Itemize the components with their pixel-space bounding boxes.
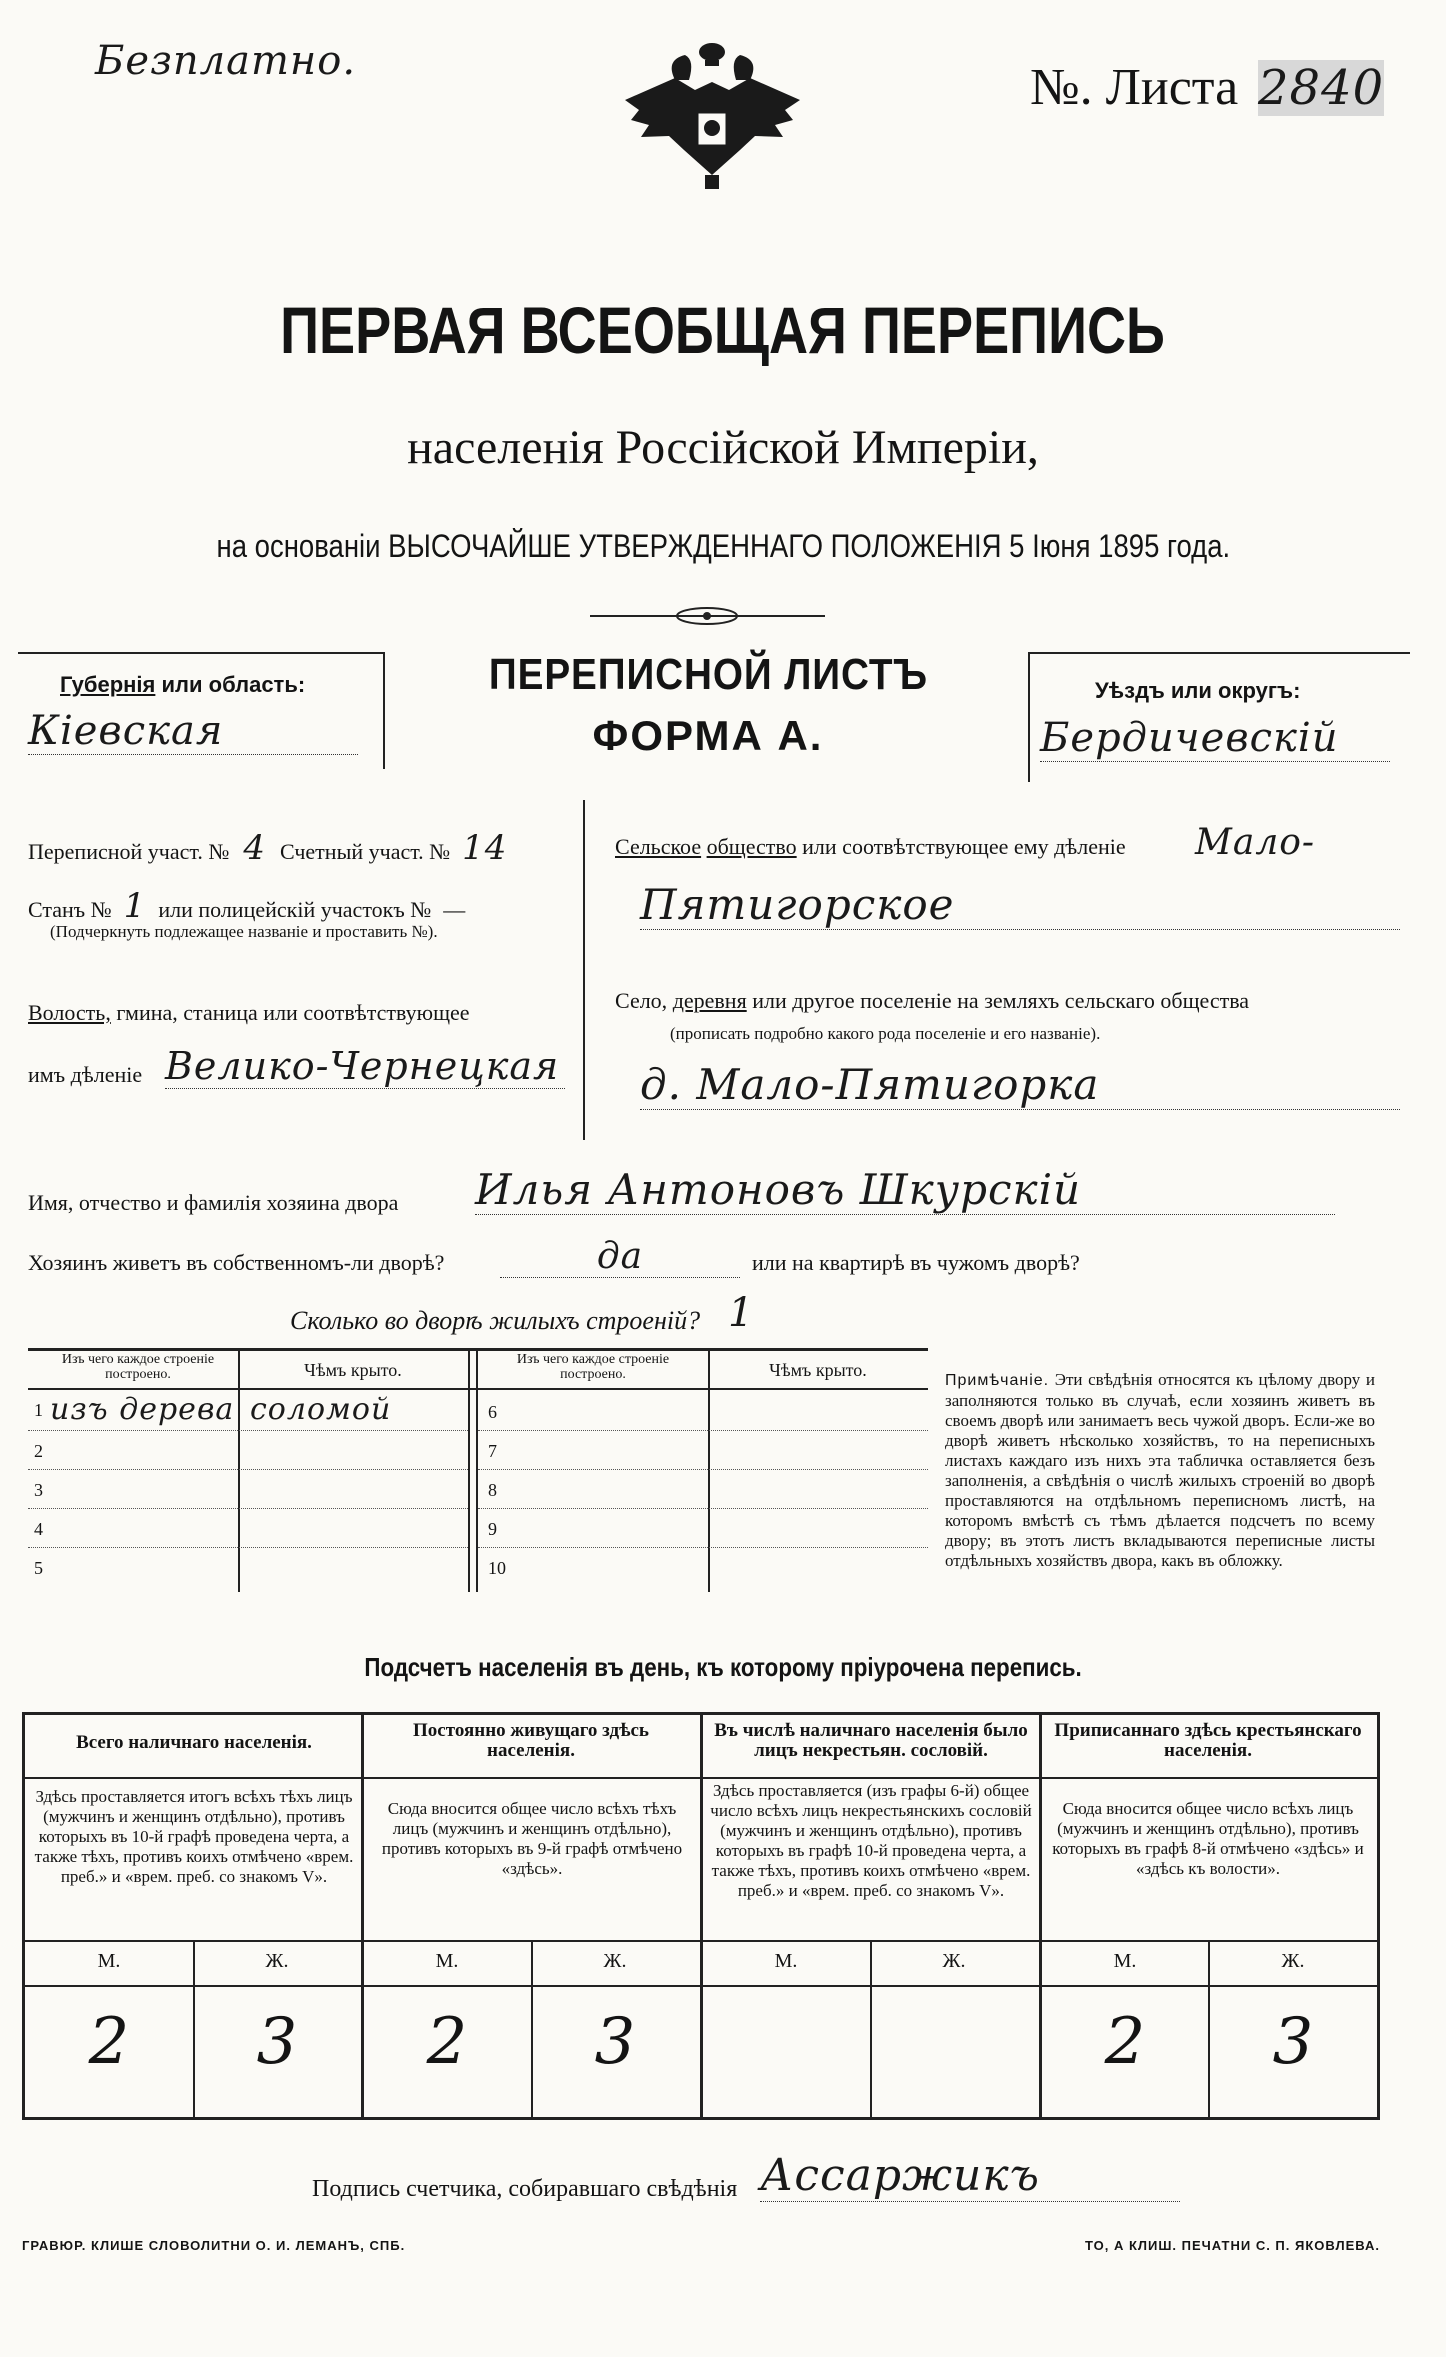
buildings-value: 1	[728, 1290, 755, 1336]
district-value: Бердичевскій	[1040, 715, 1390, 762]
pop-col1-male-label: М.	[97, 1950, 121, 1972]
sheet-number-label: №. Листа	[1030, 59, 1239, 116]
population-table	[22, 1712, 1380, 2120]
census-basis: на основаніи ВЫСОЧАЙШЕ УТВЕРЖДЕННАГО ПОЛОЖЕНІЯ 5 Іюня 1895 года.	[216, 528, 1230, 564]
census-district-row: Переписной участ. № 4 Счетный участ. № 14	[28, 828, 508, 868]
form-type: ФОРМА А.	[592, 712, 824, 759]
village-label: Село, деревня или другое поселеніе на земляхъ сельскаго общества	[615, 988, 1250, 1013]
pop-col4-male-value: 2	[1104, 2005, 1146, 2079]
pop-col1-female-label: Ж.	[265, 1950, 289, 1972]
note-block: Примѣчаніе. Эти свѣдѣнія относятся къ цѣлому двору и заполняются только въ случаѣ, если хозяинъ живетъ въ своемъ дворѣ или занимаетъ весь чужой дворъ. Если-же во дворѣ живетъ нѣсколько хозяйствъ, то на переписныхъ листахъ каждаго изъ нихъ эта табличка оставляется безъ заполненія, а свѣдѣнія о числѣ жилыхъ строеній во дворѣ проставляются на отдѣльномъ переписномъ листѣ, на которомъ вмѣстѣ съ тѣмъ дѣлается подсчетъ по всему двору; въ этотъ листъ вкладываются переписные листы отдѣльныхъ хозяйствъ двора, какъ въ обложку.	[945, 1370, 1375, 1570]
village-value: д. Мало-Пятигорка	[640, 1060, 1400, 1110]
signature-label: Подпись счетчика, собиравшаго свѣдѣнія	[312, 2176, 738, 2202]
pop-col4-female-label: Ж.	[1281, 1950, 1305, 1972]
pop-col2-header: Постоянно живущаго здѣсь населенія.	[413, 1720, 649, 1761]
society-value-1: Мало-	[1195, 822, 1316, 863]
underline-note: (Подчеркнуть подлежащее названіе и проставить №).	[50, 922, 438, 941]
pop-col4-header: Приписаннаго здѣсь крестьянскаго населенія.	[1054, 1720, 1362, 1761]
census-title: ПЕРВАЯ ВСЕОБЩАЯ ПЕРЕПИСЬ	[280, 293, 1166, 367]
col-roof-right: Чѣмъ крыто.	[769, 1360, 867, 1380]
col-material-left: Изъ чего каждое строеніе построено.	[61, 1352, 215, 1382]
pop-col1-header: Всего наличнаго населенія.	[76, 1732, 312, 1753]
pop-col2-desc: Сюда вносится общее число всѣхъ тѣхъ лицъ (мужчинъ и женщинъ отдѣльно), противъ которыхъ въ 9-й графѣ отмѣчено «здѣсь».	[381, 1799, 683, 1878]
volost-label: Волость, гмина, станица или соотвѣтствующее	[28, 1000, 470, 1025]
pop-col4-male-label: М.	[1113, 1950, 1137, 1972]
table-row: 7	[478, 1431, 928, 1470]
owner-lives-label: Хозяинъ живетъ въ собственномъ-ли дворѣ?	[28, 1250, 445, 1275]
fields-divider	[583, 800, 585, 1140]
pop-col3-female-label: Ж.	[942, 1950, 966, 1972]
pop-col3-header: Въ числѣ наличнаго населенія было лицъ некрестьян. сословій.	[714, 1720, 1028, 1761]
owner-lives-label-2: или на квартирѣ въ чужомъ дворѣ?	[752, 1250, 1080, 1275]
pop-col2-male-label: М.	[435, 1950, 459, 1972]
table-row: 10	[488, 1558, 506, 1578]
population-title: Подсчетъ населенія въ день, къ которому пріурочена перепись.	[364, 1652, 1082, 1682]
society-value-2: Пятигорское	[640, 880, 1400, 930]
form-name: ПЕРЕПИСНОЙ ЛИСТЪ	[488, 650, 928, 699]
pop-col3-desc: Здѣсь проставляется (изъ графы 6-й) общее число всѣхъ лицъ некрестьянскихъ сословій (мужчинъ и женщинъ отдѣльно), противъ которыхъ въ графѣ 10-й проведена черта, а также тѣхъ, противъ коихъ отмѣчено «врем. преб.» и «врем. преб. со знакомъ V».	[710, 1781, 1032, 1900]
table-row: 1 изъ дерева соломой	[28, 1392, 468, 1431]
pop-col4-desc: Сюда вносится общее число всѣхъ лицъ (мужчинъ и женщинъ отдѣльно), противъ которыхъ въ графѣ 8-й отмѣчено «здѣсь» и «здѣсь къ волости».	[1052, 1799, 1364, 1878]
pop-col3-male-label: М.	[774, 1950, 798, 1972]
pop-col2-female-label: Ж.	[603, 1950, 627, 1972]
table-row: 3	[28, 1470, 468, 1509]
signature-value: Ассаржикъ	[760, 2150, 1180, 2202]
table-row: 5	[34, 1558, 43, 1578]
table-row: 4	[28, 1509, 468, 1548]
stan-row: Станъ № 1 или полицейскій участокъ № —	[28, 886, 466, 926]
buildings-label: Сколько во дворѣ жилыхъ строеній?	[290, 1306, 701, 1335]
footer-left: ГРАВЮР. КЛИШЕ СЛОВОЛИТНИ О. И. ЛЕМАНЪ, СПБ.	[22, 2238, 406, 2253]
pop-col2-male-value: 2	[426, 2005, 468, 2079]
pop-col4-female-value: 3	[1272, 2005, 1314, 2079]
table-row: 6	[478, 1392, 928, 1431]
sheet-number-value: 2840	[1258, 60, 1385, 116]
pop-col1-male-value: 2	[88, 2005, 130, 2079]
province-value: Кіевская	[28, 708, 358, 755]
table-row: 2	[28, 1431, 468, 1470]
volost-label-2: имъ дѣленіе	[28, 1062, 143, 1087]
census-subtitle: населенія Россійской Имперіи,	[407, 421, 1039, 474]
col-roof-left: Чѣмъ крыто.	[304, 1360, 402, 1380]
district-label: Уѣздъ или округъ:	[1095, 678, 1301, 703]
owner-lives-value: да	[500, 1236, 740, 1278]
owner-name-value: Илья Антоновъ Шкурскій	[475, 1165, 1335, 1215]
owner-name-label: Имя, отчество и фамилія хозяина двора	[28, 1190, 399, 1215]
double-headed-eagle-icon	[605, 40, 820, 190]
society-label: Сельское общество или соотвѣтствующее ему дѣленіе	[615, 834, 1126, 859]
table-row: 9	[478, 1509, 928, 1548]
buildings-rows-left	[28, 1392, 468, 1586]
free-label: Безплатно.	[95, 38, 357, 84]
pop-col1-desc: Здѣсь проставляется итогъ всѣхъ тѣхъ лицъ (мужчинъ и женщинъ отдѣльно), противъ которыхъ въ 10-й графѣ проведена черта, а также тѣхъ, противъ коихъ отмѣчено «врем. преб.» и «врем. преб. со знакомъ V».	[34, 1787, 354, 1886]
pop-col2-female-value: 3	[594, 2005, 636, 2079]
buildings-table	[28, 1348, 928, 1592]
ornament-divider	[590, 604, 825, 628]
volost-value: Велико-Чернецкая	[165, 1044, 565, 1089]
table-row: 8	[478, 1470, 928, 1509]
province-label: Губернія или область:	[60, 672, 306, 697]
footer-right: ТО, А КЛИШ. ПЕЧАТНИ С. П. ЯКОВЛЕВА.	[1085, 2238, 1380, 2253]
pop-col1-female-value: 3	[256, 2005, 298, 2079]
buildings-rows-right	[478, 1392, 928, 1586]
village-note: (прописать подробно какого рода поселеніе и его названіе).	[670, 1024, 1101, 1043]
col-material-right: Изъ чего каждое строеніе построено.	[516, 1352, 670, 1382]
